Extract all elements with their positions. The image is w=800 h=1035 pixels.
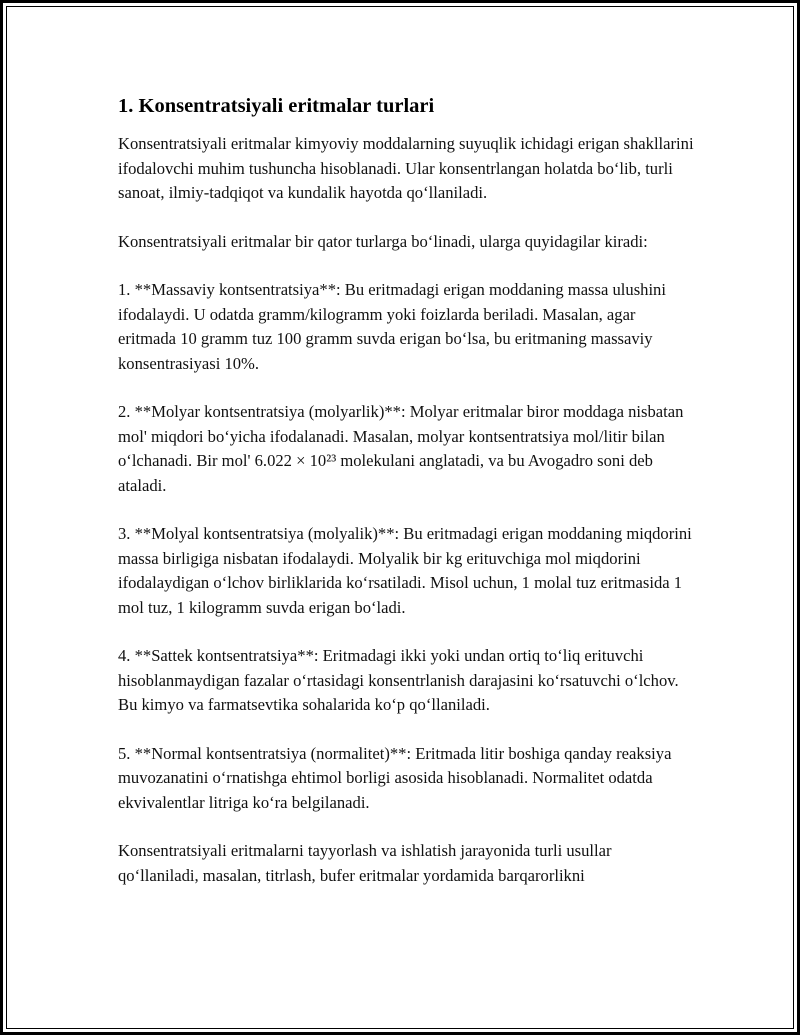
document-title: 1. Konsentratsiyali eritmalar turlari — [118, 95, 435, 117]
document-body — [118, 92, 694, 912]
paragraph-mass-concentration: 1. **Massaviy kontsentratsiya**: Bu eritmadagi erigan moddaning massa ulushini ifodalaydi. U odatda gramm/kilogramm yoki foizlarda beriladi. Masalan, agar eritmada 10 gramm tuz 100 gramm suvda erigan bo‘lsa, bu eritmaning massaviy konsentrasiyasi 10%. — [118, 280, 666, 373]
paragraph-types-intro: Konsentratsiyali eritmalar bir qator turlarga bo‘linadi, ularga quyidagilar kiradi: — [118, 231, 648, 251]
paragraph-molar-concentration: 2. **Molyar kontsentratsiya (molyarlik)**: Molyar eritmalar biror moddaga nisbatan mol' miqdori bo‘yicha ifodalanadi. Masalan, molyar kontsentratsiya mol/litir bilan o‘lchanadi. Bir mol' 6.022 × 10²³ molekulani anglatadi, va bu Avogadro soni deb ataladi. — [118, 402, 684, 495]
paragraph-preparation: Konsentratsiyali eritmalarni tayyorlash va ishlatish jarayonida turli usullar qo‘llaniladi, masalan, titrlash, bufer eritmalar yordamida barqarorlikni — [118, 841, 612, 885]
paragraph-sattek-concentration: 4. **Sattek kontsentratsiya**: Eritmadagi ikki yoki undan ortiq to‘liq erituvchi hisoblanmaydigan fazalar o‘rtasidagi konsentrlanish darajasini ko‘rsatuvchi o‘lchov. Bu kimyo va farmatsevtika sohalarida ko‘p qo‘llaniladi. — [118, 646, 679, 714]
paragraph-molal-concentration: 3. **Molyal kontsentratsiya (molyalik)**: Bu eritmadagi erigan moddaning miqdorini massa birligiga nisbatan ifodalaydi. Molyalik bir kg erituvchiga mol miqdorini ifodalaydigan o‘lchov birliklarida ko‘rsatiladi. Misol uchun, 1 molal tuz eritmasida 1 mol tuz, 1 kilogramm suvda erigan bo‘ladi. — [118, 524, 692, 617]
paragraph-normal-concentration: 5. **Normal kontsentratsiya (normalitet)**: Eritmada litir boshiga qanday reaksiya muvozanatini o‘rnatishga ehtimol borligi asosida hisoblanadi. Normalitet odatda ekvivalentlar litriga ko‘ra belgilanadi. — [118, 743, 672, 812]
paragraph-intro: Konsentratsiyali eritmalar kimyoviy moddalarning suyuqlik ichidagi erigan shakllarini ifodalovchi muhim tushuncha hisoblanadi. Ular konsentrlangan holatda bo‘lib, turli sanoat, ilmiy-tadqiqot va kundalik hayotda qo‘llaniladi. — [118, 134, 694, 202]
